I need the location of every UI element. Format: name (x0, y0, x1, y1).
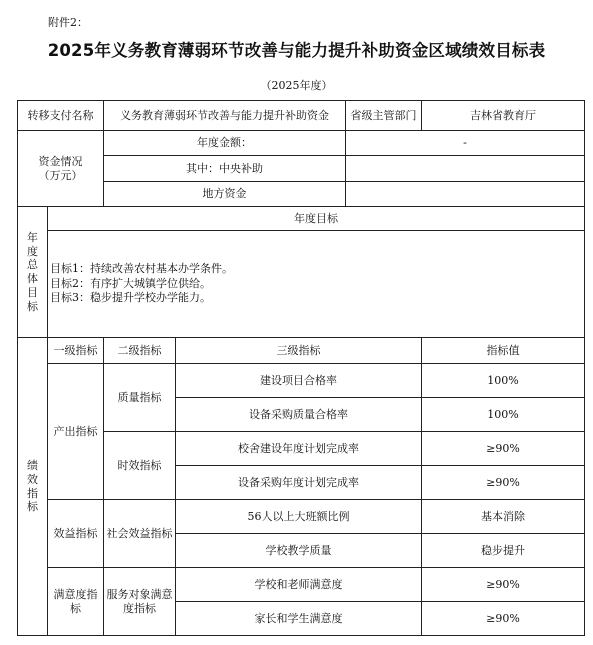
indicator-name: 家长和学生满意度 (176, 602, 422, 636)
page-title: 2025年义务教育薄弱环节改善与能力提升补助资金区域绩效目标表 (47, 41, 546, 60)
indicator-name: 学校和老师满意度 (176, 568, 422, 602)
local-funds-label: 地方资金 (104, 182, 346, 207)
indicator-value: 100% (422, 364, 585, 398)
level2-quality: 质量指标 (104, 364, 176, 432)
indicator-value: ≥90% (422, 432, 585, 466)
year-label: （2025年度） (260, 79, 333, 92)
goals-section-label: 年度总体目标 (18, 207, 48, 338)
level2-service-satisfaction: 服务对象满意度指标 (104, 568, 176, 636)
performance-table (17, 100, 585, 636)
indicator-name: 学校教学质量 (176, 534, 422, 568)
goal-item: 目标1：持续改善农村基本办学条件。 (50, 261, 233, 275)
indicator-name: 建设项目合格率 (176, 364, 422, 398)
indicator-name: 设备采购质量合格率 (176, 398, 422, 432)
central-subsidy-value (346, 156, 585, 182)
attachment-label: 附件2： (48, 16, 88, 29)
indicator-value: ≥90% (422, 602, 585, 636)
goal-item: 目标3：稳步提升学校办学能力。 (50, 291, 211, 305)
level1-benefit: 效益指标 (48, 500, 104, 568)
col-level1: 一级指标 (48, 338, 104, 364)
funds-label: 资金情况 （万元） (18, 131, 104, 207)
goals-header: 年度目标 (48, 207, 585, 231)
indicator-name: 校舍建设年度计划完成率 (176, 432, 422, 466)
level2-social-benefit: 社会效益指标 (104, 500, 176, 568)
goal-item: 目标2：有序扩大城镇学位供给。 (50, 276, 211, 290)
col-level3: 三级指标 (176, 338, 422, 364)
indicator-name: 56人以上大班额比例 (176, 500, 422, 534)
col-value: 指标值 (422, 338, 585, 364)
indicators-section-label: 绩效指标 (18, 338, 48, 636)
indicator-value: ≥90% (422, 466, 585, 500)
fund-name-label: 转移支付名称 (18, 101, 104, 131)
annual-amount-value: - (346, 131, 585, 156)
goals-list (48, 231, 585, 338)
level2-timeliness: 时效指标 (104, 432, 176, 500)
indicator-value: 100% (422, 398, 585, 432)
indicator-value: 基本消除 (422, 500, 585, 534)
indicator-value: 稳步提升 (422, 534, 585, 568)
local-funds-value (346, 182, 585, 207)
level1-satisfaction: 满意度指标 (48, 568, 104, 636)
dept-value: 吉林省教育厅 (422, 101, 585, 131)
annual-amount-label: 年度金额： (104, 131, 346, 156)
col-level2: 二级指标 (104, 338, 176, 364)
central-subsidy-label: 其中：中央补助 (104, 156, 346, 182)
dept-label: 省级主管部门 (346, 101, 422, 131)
level1-output: 产出指标 (48, 364, 104, 500)
indicator-value: ≥90% (422, 568, 585, 602)
indicator-name: 设备采购年度计划完成率 (176, 466, 422, 500)
fund-name-value: 义务教育薄弱环节改善与能力提升补助资金 (104, 101, 346, 131)
